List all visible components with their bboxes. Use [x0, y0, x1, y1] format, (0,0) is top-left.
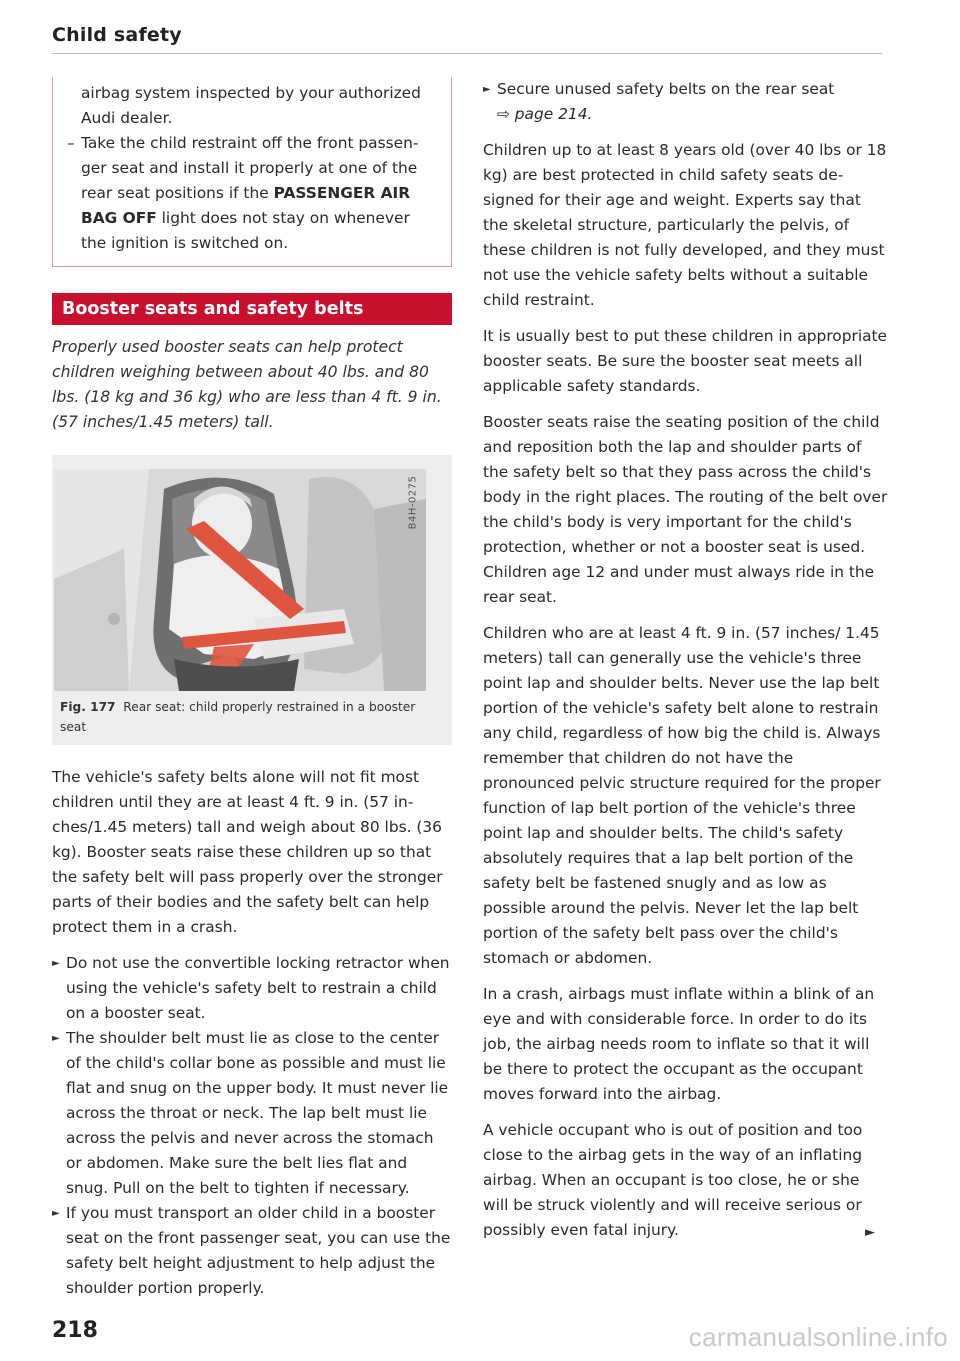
callout-text: airbag system inspected by your authorized Audi dealer.	[81, 84, 421, 127]
right-column	[483, 77, 888, 1254]
page-header-title: Child safety	[52, 24, 182, 46]
figure-177	[52, 455, 452, 745]
booster-seat-illustration	[54, 469, 426, 691]
left-body-paragraph: The vehicle's safety belts alone will not fit most children until they are at least 4 ft. 9 in. (57 inches/1.45 meters) tall and weigh about 80 lbs. (36 kg). Booster seats raise these children up so that the safety belt will pass properly over the stronger parts of their bodies and the safety belt can help protect them in a crash.	[52, 768, 443, 936]
right-paragraph-3: Booster seats raise the seating position of the child and reposition both the lap and shoulder parts of the safety belt so that they pass across the child's body in the right places. The routing of the belt over the child's body is very important for the child's protection, whether or not a booster seat is used. Children age 12 and under must always ride in the rear seat.	[483, 413, 888, 606]
page-number: 218	[52, 1318, 98, 1343]
figure-caption-text: Rear seat: child properly restrained in a booster seat	[60, 700, 416, 734]
callout-dash-item	[67, 131, 437, 256]
right-paragraph-2: It is usually best to put these children in appropriate booster seats. Be sure the booster seat meets all applicable safety standards.	[483, 327, 888, 395]
watermark: carmanualsonline.info	[688, 1322, 948, 1352]
list-item-text: If you must transport an older child in a booster seat on the front passenger seat, you can use the safety belt height adjustment to help adjust the shoulder portion properly.	[66, 1204, 451, 1297]
section-heading: Booster seats and safety belts	[52, 293, 452, 325]
right-paragraph-1: Children up to at least 8 years old (over 40 lbs or 18 kg) are best protected in child safety seats designed for their age and weight. Experts say that the skeletal structure, particularly the pelvis, of these children is not fully developed, and they must not use the vehicle safety belts without a suitable child restraint.	[483, 141, 887, 309]
dash-item-text-after: light does not stay on whenever the ignition is switched on.	[81, 209, 410, 252]
list-item-text: The shoulder belt must lie as close to the center of the child's collar bone as possible and must lie flat and snug on the upper body. It must never lie across the throat or neck. The lap belt must lie across the pelvis and never across the stomach or abdomen. Make sure the belt lies flat and snug. Pull on the belt to tighten if necessary.	[66, 1029, 449, 1197]
bullet-arrow-icon: ►	[52, 1033, 60, 1044]
right-paragraph-5: In a crash, airbags must inflate within a blink of an eye and with considerable force. In order to do its job, the airbag needs room to inflate so that it will be there to protect the occupant as the occupant moves forward into the airbag.	[483, 985, 875, 1103]
list-item	[52, 951, 452, 1026]
list-item	[52, 1201, 452, 1301]
right-bullet-list	[483, 77, 888, 127]
list-item	[483, 77, 888, 127]
page-reference-link[interactable]: ⇨ page 214.	[497, 105, 593, 123]
figure-caption	[52, 691, 452, 737]
bullet-arrow-icon: ►	[52, 1208, 60, 1219]
right-paragraph-4: Children who are at least 4 ft. 9 in. (57 inches/ 1.45 meters) tall can generally use the vehicle's three point lap and shoulder belts. Never use the lap belt portion of the vehicle's safety belt alone to restrain any child, regardless of how big the child is. Always remember that children do not have the pronounced pelvic structure required for the proper function of lap belt portion of the vehicle's three point lap and shoulder belts. The child's safety absolutely requires that a lap belt portion of the safety belt be fastened snugly and as low as possible around the pelvis. Never let the lap belt portion of the safety belt pass over the child's stomach or abdomen.	[483, 624, 881, 967]
bullet-arrow-icon: ►	[483, 84, 491, 95]
warning-callout-continued	[52, 77, 452, 267]
header-divider	[52, 53, 882, 54]
section-intro: Properly used booster seats can help protect children weighing between about 40 lbs. and 80 lbs. (18 kg and 36 kg) who are less than 4 ft. 9 in. (57 inches/1.45 meters) tall.	[52, 338, 442, 431]
left-column	[52, 77, 452, 1301]
left-bullet-list	[52, 951, 452, 1301]
dash-glyph: –	[67, 134, 75, 152]
list-item	[52, 1026, 452, 1201]
dash-item-bold: PASSENGER AIR BAG OFF	[81, 184, 411, 227]
list-item-text: Secure unused safety belts on the rear seat	[497, 80, 835, 98]
figure-label: Fig. 177	[60, 700, 116, 714]
list-item-text: Do not use the convertible locking retractor when using the vehicle's safety belt to restrain a child on a booster seat.	[66, 954, 450, 1022]
continued-arrow-icon: ►	[865, 1225, 875, 1240]
bullet-arrow-icon: ►	[52, 958, 60, 969]
dash-item-text-before: Take the child restraint off the front passenger seat and install it properly at one of the rear seat positions if the	[81, 134, 419, 202]
right-paragraph-6: A vehicle occupant who is out of position and too close to the airbag gets in the way of an inflating airbag. When an occupant is too close, he or she will be struck violently and will receive serious or possibly even fatal injury.	[483, 1121, 863, 1239]
figure-code: B4H-0275	[407, 475, 419, 530]
booster-seat-photo	[54, 469, 426, 691]
